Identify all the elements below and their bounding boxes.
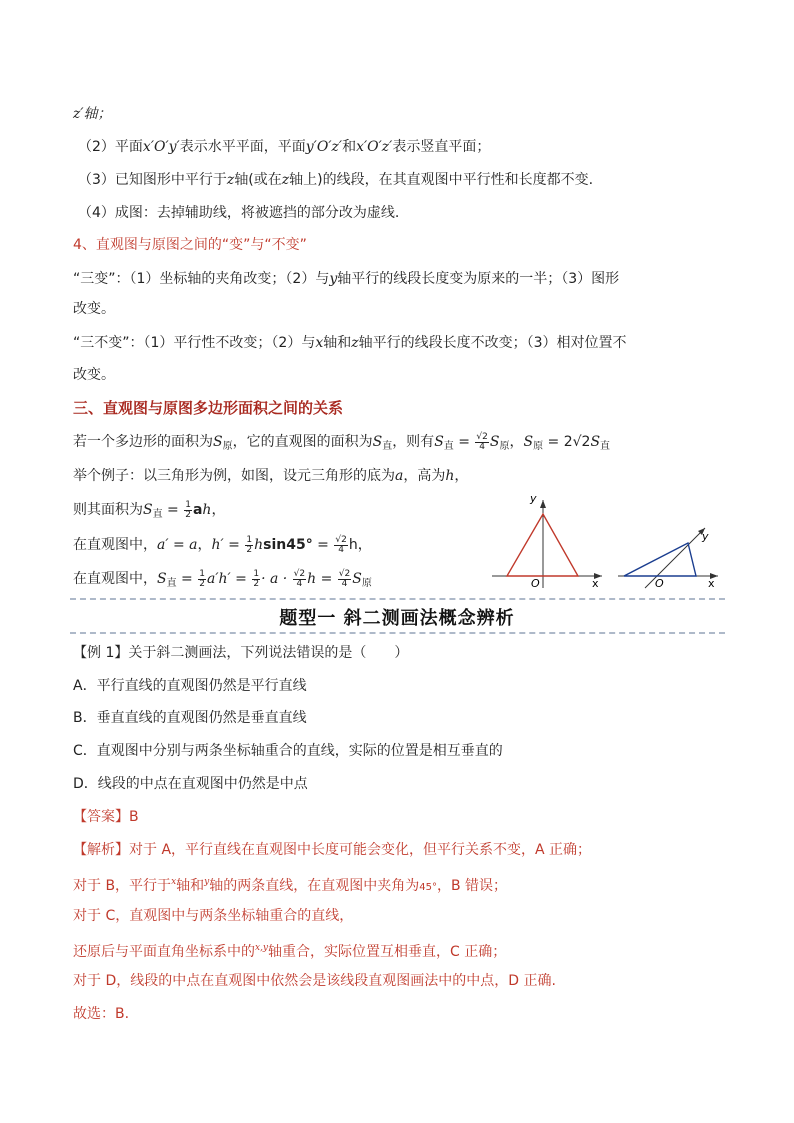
section-heading-4: 4、直观图与原图之间的“变”与“不变”	[73, 237, 307, 253]
three-changes-line-1: “三变”：（1）坐标轴的夹角改变；（2）与y轴平行的线段长度变为原来的一半；（3）图形	[73, 271, 620, 287]
analysis-line-6: 故选：B.	[73, 1006, 130, 1022]
text-line-3: （3）已知图形中平行于z轴(或在z轴上)的线段，在其直观图中平行性和长度都不变.	[78, 172, 594, 188]
three-changes-line-2: 改变。	[73, 301, 115, 317]
left-y-arrow	[540, 500, 546, 508]
text-line-4: （4）成图：去掉辅助线，将被遮挡的部分改为虚线.	[78, 205, 400, 221]
right-x-label: x	[708, 577, 715, 590]
right-origin-label: O	[655, 577, 664, 590]
area-relation-line: 若一个多边形的面积为$S_原$，它的直观图的面积为$S_直$，则有$S_直$ = $\frac{√2}{4}$ $S_原$，$S_原 = 2√2S_直$	[73, 431, 611, 452]
answer-label: 【答案】B	[73, 809, 139, 825]
analysis-line-4: 还原后与平面直角坐标系中的$^{x,y}$轴重合，实际位置互相垂直，C 正确；	[73, 943, 507, 960]
formula-line-1: 则其面积为$S_直$ = $\frac{1}{2}$ ah，	[73, 499, 226, 520]
original-triangle-figure	[492, 492, 602, 590]
analysis-line-2: 对于 B，平行于$^x$轴和$^y$轴的两条直线，在直观图中夹角为45°，B 错误；	[73, 877, 508, 894]
question-stem: 【例 1】关于斜二测画法，下列说法错误的是（ ）	[73, 645, 409, 661]
section-divider-bottom	[70, 632, 725, 634]
option-b: B．垂直直线的直观图仍然是垂直直线	[73, 710, 307, 726]
text-line-2: （2）平面x′O′y′表示水平平面，平面y′O′z′和x′O′z′表示竖直平面；	[78, 139, 491, 155]
analysis-line-3: 对于 C，直观图中与两条坐标轴重合的直线，	[73, 908, 354, 924]
example-intro-line: 举个例子：以三角形为例，如图，设元三角形的底为a，高为h，	[73, 468, 469, 484]
three-unchanged-line-2: 改变。	[73, 367, 115, 383]
section-divider-top	[70, 598, 725, 600]
section-heading-3: 三、直观图与原图多边形面积之间的关系	[73, 399, 344, 417]
text-line-1: z′轴；	[73, 106, 112, 122]
oblique-triangle-figure	[618, 528, 718, 590]
analysis-line-1: 【解析】对于 A，平行直线在直观图中长度可能会变化，但平行关系不变，A 正确；	[73, 842, 592, 858]
formula-line-2: 在直观图中，a′ = a，h′ = $\frac{1}{2}$ hsin45° = $\frac{√2}{4}$ h，	[73, 534, 372, 555]
option-c: C．直观图中分别与两条坐标轴重合的直线，实际的位置是相互垂直的	[73, 743, 503, 759]
three-unchanged-line-1: “三不变”：（1）平行性不改变；（2）与x轴和z轴平行的线段长度不改变；（3）相对位置不	[73, 335, 627, 351]
option-d: D．线段的中点在直观图中仍然是中点	[73, 776, 308, 792]
formula-line-3: 在直观图中，$S_直$ = $\frac{1}{2}$ a′h′ = $\frac{1}{2}$ · a · $\frac{√2}{4}$ h = $\frac{√2}{4}$ $S_原$	[73, 568, 372, 589]
left-origin-label: O	[531, 577, 540, 590]
left-x-label: x	[592, 577, 599, 590]
left-y-label: y	[530, 492, 537, 505]
right-y-axis	[645, 528, 705, 588]
right-y-label: y	[702, 530, 709, 543]
analysis-line-5: 对于 D，线段的中点在直观图中依然会是该线段直观图画法中的中点，D 正确.	[73, 973, 556, 989]
triangle-figures	[490, 488, 730, 592]
question-type-banner: 题型一 斜二测画法概念辨析	[279, 608, 515, 629]
option-a: A．平行直线的直观图仍然是平行直线	[73, 678, 307, 694]
